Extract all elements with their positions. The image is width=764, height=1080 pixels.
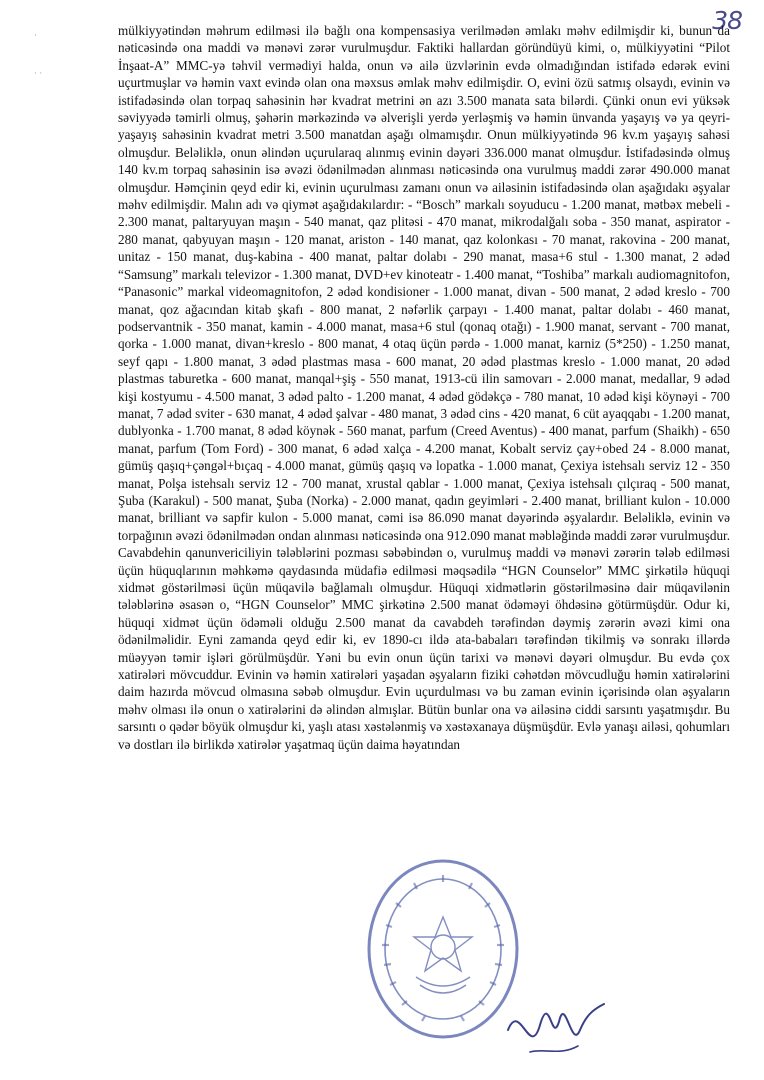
document-body	[118, 22, 730, 1062]
margin-mark-lower: · ·	[34, 68, 43, 78]
margin-mark-top: ·	[34, 30, 37, 40]
page-number: 38	[712, 6, 742, 35]
body-paragraph: mülkiyyətindən məhrum edilməsi ilə bağlı ona kompensasiya verilmədən əmlakı məhv edilmişdir ki, bunun da nəticəsində ona maddi və mənəvi zərər vurulmuşdur. Faktiki hallardan göründüyü kimi, o, mülkiyyətini “Pilot İnşaat-A” MMC-yə təhvil vermədiyi halda, onun və ailə üzvlərinin evdə olmadığından istifadə edərək evini uçurtmuşlar və həmin vaxt evində olan ona məxsus əmlak məhv edilmişdir. O, evini özü satmış olsaydı, evinin və istifadəsində olan torpaq sahəsinin hər kvadrat metrini ən azı 3.500 manata sata bilərdi. Çünki onun evi yüksək səviyyədə təmirli olmuş, şəhərin mərkəzində və əlverişli yerdə yerləşmiş və həmin ünvanda yaşayış və ya qeyri-yaşayış sahəsinin kvadrat metri 3.500 manatdan aşağı olmamışdır. Onun mülkiyyətində 96 kv.m yaşayış sahəsi olmuşdur. Beləliklə, onun əlindən uçurularaq alınmış evinin dəyəri 336.000 manat olmuşdur. İstifadəsində olmuş 140 kv.m torpaq sahəsinin isə əvəzi ödənilmədən alınması nəticəsində ona vurulmuş maddi zərər 490.000 manat olmuşdur. Həmçinin qeyd edir ki, evinin uçurulması zamanı onun və ailəsinin istifadəsində olan aşağıdakı əşyalar məhv edilmişdir. Malın adı və qiymət aşağıdakılardır: - “Bosch” markalı soyuducu - 1.200 manat, mətbəx mebeli - 2.300 manat, paltaryuyan maşın - 540 manat, qaz plitəsi - 470 manat, mikrodalğalı soba - 350 manat, aspirator - 280 manat, qabyuyan maşın - 120 manat, ariston - 140 manat, qaz kolonkası - 70 manat, rakovina - 200 manat, unitaz - 150 manat, duş-kabina - 400 manat, paltar dolabı - 290 manat, masa+6 stul - 1.300 manat, 2 ədəd “Samsung” markalı televizor - 1.300 manat, DVD+ev kinoteatr - 1.400 manat, “Toshiba” markalı audiomagnitofon, “Panasonic” markal videomagnitofon, 2 ədəd kondisioner - 1.000 manat, divan - 500 manat, 2 ədəd kreslo - 700 manat, qoz ağacından kitab şkafı - 800 manat, 2 nəfərlik çarpayı - 1.400 manat, paltar dolabı - 460 manat, podservantnik - 350 manat, kamin - 4.000 manat, masa+6 stul (qonaq otağı) - 1.900 manat, servant - 700 manat, qorka - 1.000 manat, divan+kreslo - 800 manat, 4 otaq üçün pərdə - 1.000 manat, karniz (5*250) - 1.250 manat, seyf qapı - 1.800 manat, 3 ədəd plastmas masa - 600 manat, 20 ədəd plastmas kreslo - 1.000 manat, 20 ədəd plastmas taburetka - 600 manat, manqal+şiş - 550 manat, 1913-cü ilin samovarı - 2.000 manat, medallar, 9 ədəd kişi kostyumu - 4.500 manat, 3 ədəd palto - 1.200 manat, 4 ədəd gödəkçə - 780 manat, 10 ədəd kişi köynəyi - 700 manat, 7 ədəd sviter - 630 manat, 4 ədəd şalvar - 480 manat, 3 ədəd cins - 420 manat, 6 cüt ayaqqabı - 1.200 manat, dublyonka - 1.700 manat, 8 ədəd köynək - 560 manat, parfum (Creed Aventus) - 400 manat, parfum (Shaikh) - 650 manat, parfum (Tom Ford) - 300 manat, 6 ədəd xalça - 4.200 manat, Kobalt serviz çay+obed 24 - 8.000 manat, gümüş qaşıq+çəngəl+bıçaq - 4.000 manat, gümüş qaşıq və lopatka - 1.000 manat, Çexiya istehsalı serviz 12 - 350 manat, Polşa istehsalı serviz 12 - 700 manat, xrustal qablar - 1.000 manat, Çexiya istehsalı çılçıraq - 500 manat, Şuba (Karakul) - 500 manat, Şuba (Norka) - 2.000 manat, qadın geyimləri - 2.400 manat, brilliant kulon - 10.000 manat, brilliant və sapfir kulon - 5.000 manat, cəmi isə 86.090 manat dəyərində əşyalardır. Beləliklə, evinin və torpağının əvəzi ödənilmədən ondan alınması nəticəsində ona 912.090 manat məbləğində maddi zərər vurulmuşdur. Cavabdehin qanunvericiliyin tələblərini pozması səbəbindən o, vurulmuş maddi və mənəvi zərərin tələb edilməsi üçün hüquqlarının məhkəmə qaydasında müdafiə edilməsi məqsədilə “HGN Counselor” MMC şirkətilə hüquqi xidmət göstərilməsi üçün müqavilə bağlamalı olmuşdur. Hüquqi xidmətlərin göstərilməsinə dair müqavilənin tələblərinə əsasən o, “HGN Counselor” MMC şirkətinə 2.500 manat ödəməyi öhdəsinə götürmüşdür. Odur ki, hüquqi xidmət üçün ödəməli olduğu 2.500 manat da cavabdeh tərəfindən dəymiş zərərin əvəzi kimi ona ödənilməlidir. Eyni zamanda qeyd edir ki, ev 1890-cı ildə ata-babaları tərəfindən tikilmiş və sonrakı illərdə müəyyən təmir işləri görülmüşdür. Yəni bu evin onun üçün tarixi və mənəvi dəyəri olmuşdur. Bu evdə çox xatirələri mövcuddur. Evinin və həmin xatirələri yaşadan əşyaların fiziki cəhətdən mövcudluğu həmin xatirələrini daim hazırda mövcud olmasına səbəb olmuşdur. Evin uçurdulması və bu zaman evinin içərisində olan əşyaların məhv olması ilə onun o xatirələrini də əlindən almışlar. Bütün bunlar ona və ailəsinə ciddi sarsıntı yaşatmışdır. Bu sarsıntı o qədər böyük olmuşdur ki, yaşlı atası xəstələnmiş və xəstəxanaya düşmüşdür. Evlə yanaşı ailəsi, qohumları və dostları ilə birlikdə xatirələr yaşatmaq üçün daima həyatından	[118, 23, 730, 752]
